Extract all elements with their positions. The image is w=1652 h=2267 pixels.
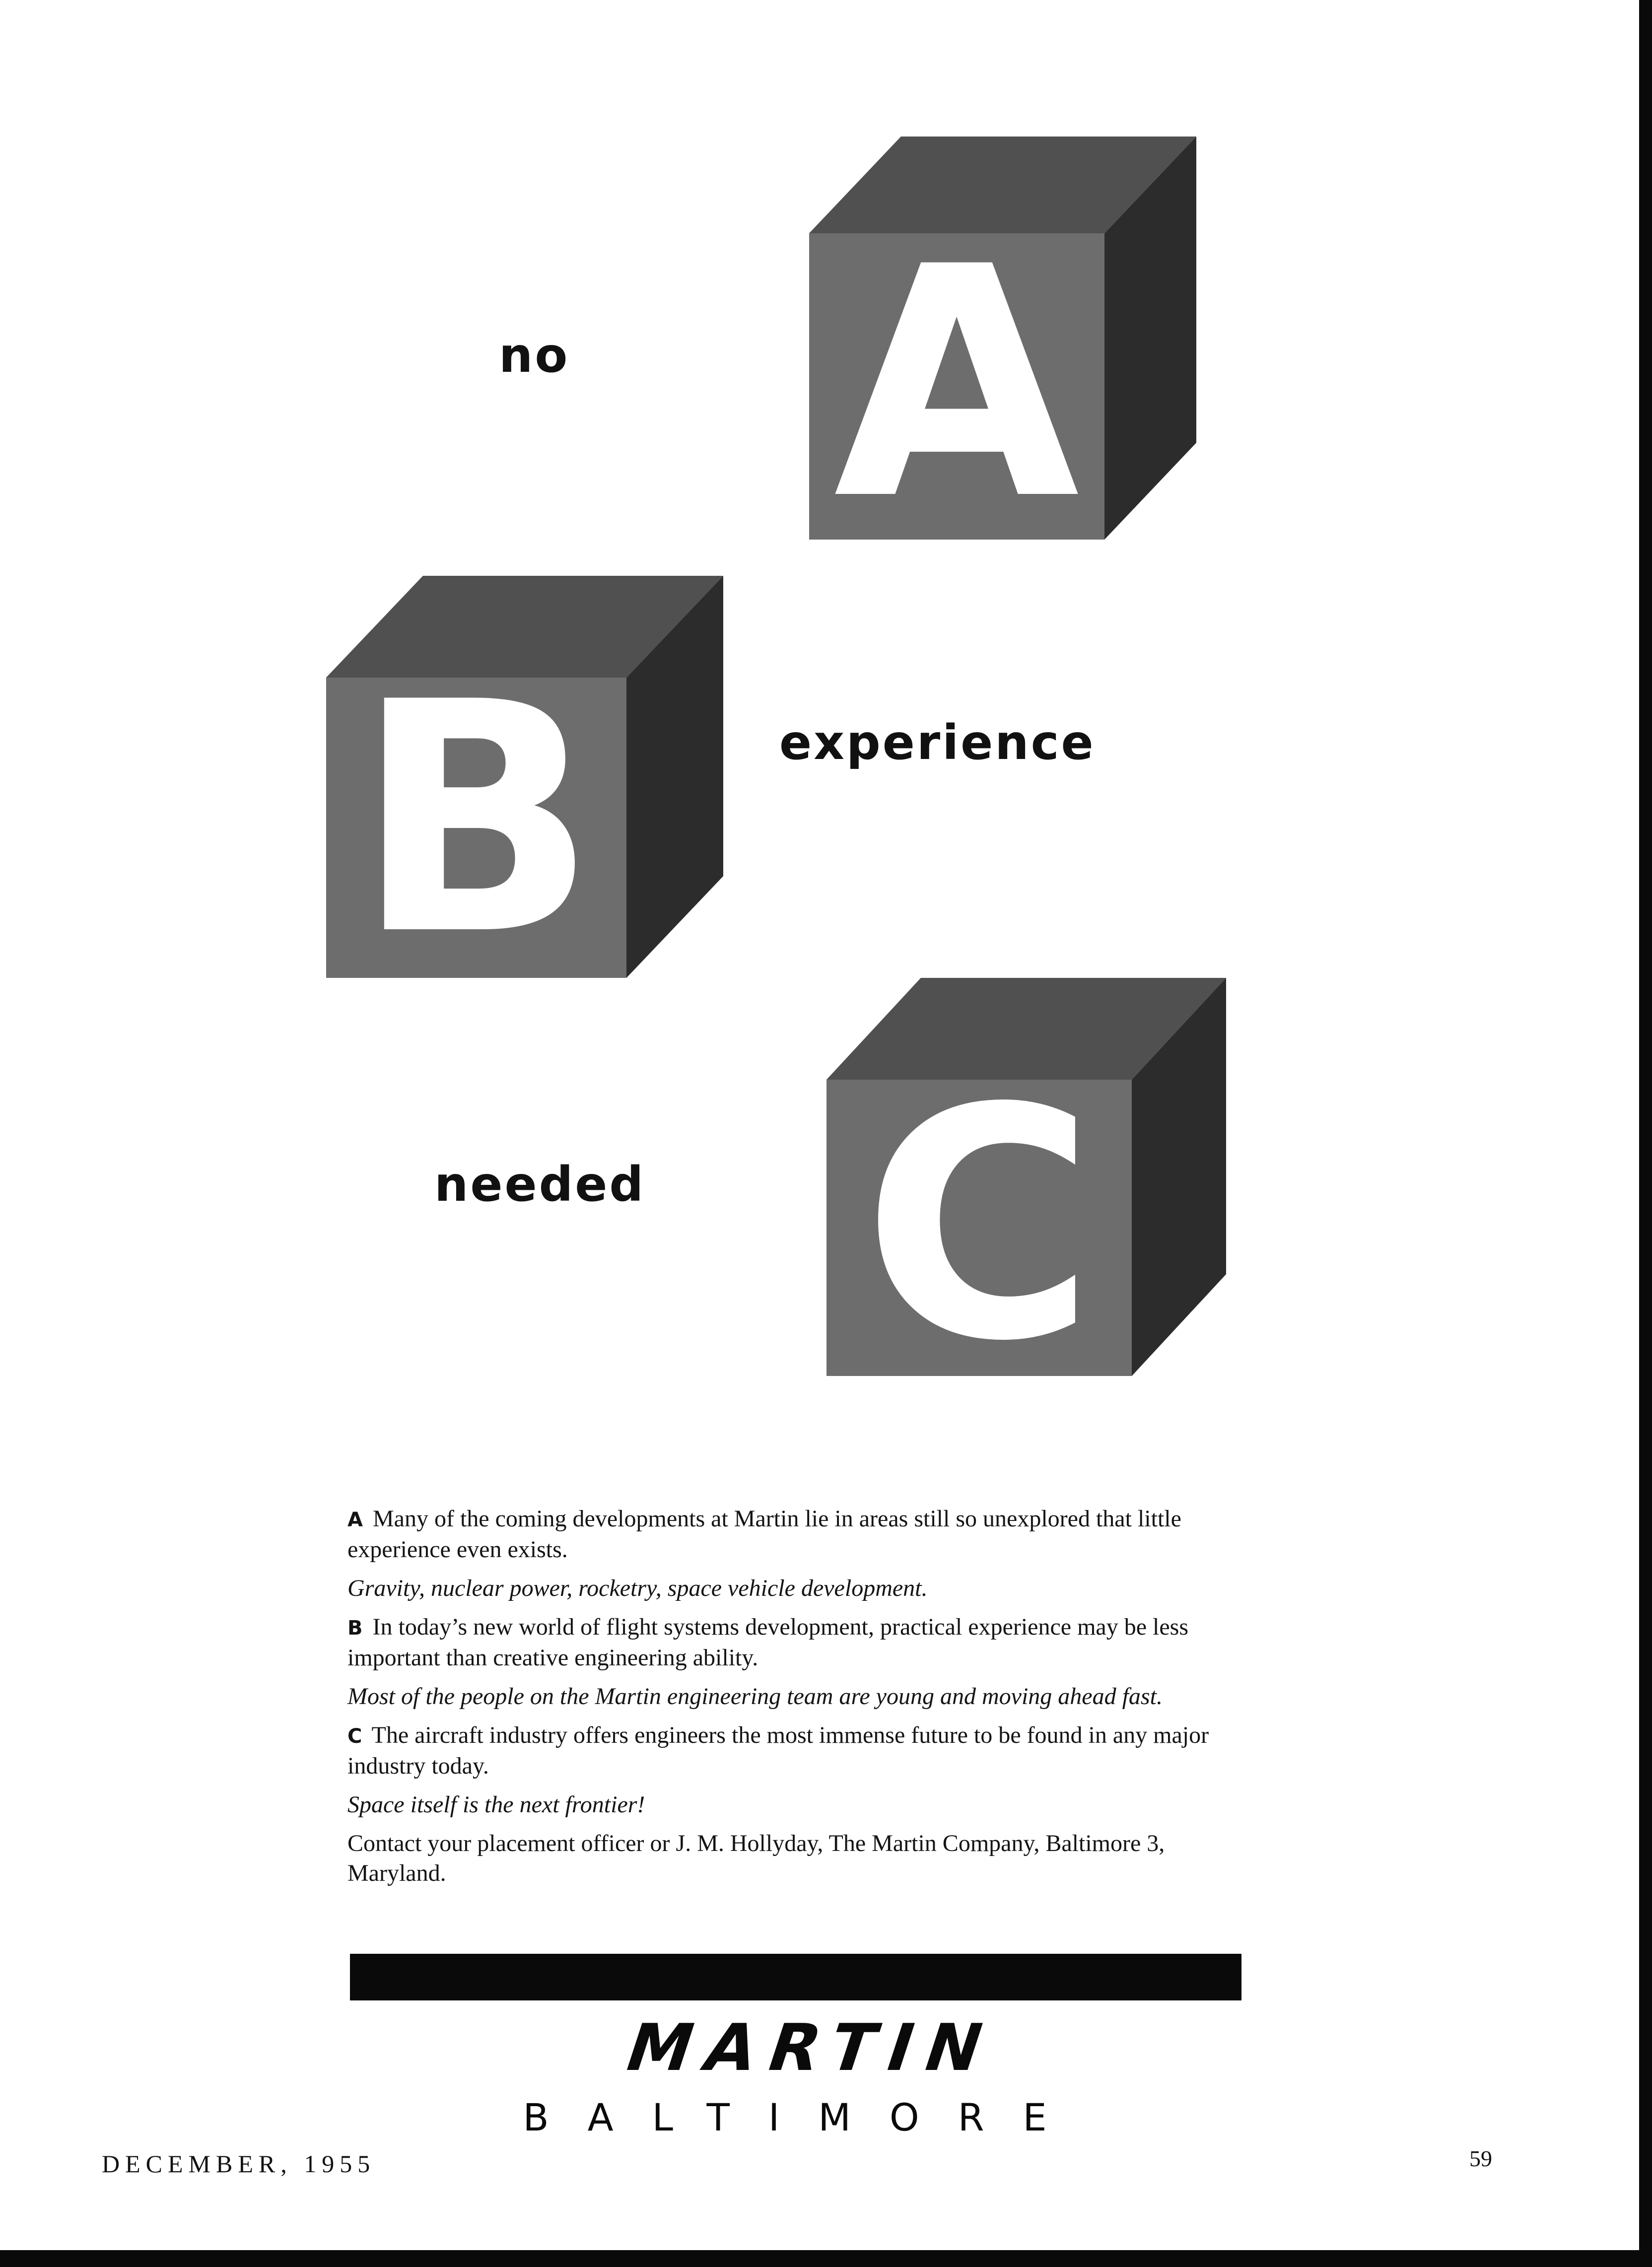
headline-no: no: [499, 328, 570, 383]
paragraph-b-label: B: [347, 1617, 363, 1640]
paragraph-a-text: Many of the coming developments at Martin lie in areas still so unexplored that little experience even exists.: [347, 1506, 1181, 1563]
paragraph-b-italic: Most of the people on the Martin engineering team are young and moving ahead fast.: [347, 1683, 1163, 1710]
paragraph-c-label: C: [347, 1725, 362, 1748]
block-b-letter: B: [355, 634, 597, 983]
letter-block-a: [809, 137, 1206, 544]
contact-line: Contact your placement officer or J. M. Hollyday, The Martin Company, Baltimore 3, Maryland.: [347, 1830, 1165, 1886]
issue-date: DECEMBER, 1955: [102, 2150, 376, 2178]
paragraph-a: [347, 1504, 1241, 1565]
page-number: 59: [1469, 2146, 1492, 2171]
letter-block-b-graphic: [326, 576, 723, 983]
paragraph-a-label: A: [347, 1509, 363, 1531]
paragraph-a-italic: Gravity, nuclear power, rocketry, space vehicle development.: [347, 1575, 928, 1601]
letter-block-c: [826, 978, 1234, 1385]
paragraph-c-italic: Space itself is the next frontier!: [347, 1791, 645, 1818]
scan-edge-right: [1639, 0, 1652, 2267]
logo-name: MARTIN: [616, 2015, 1007, 2086]
letter-block-a-graphic: [809, 137, 1206, 544]
letter-block-b: [326, 576, 723, 983]
block-c-letter: C: [862, 1040, 1096, 1385]
headline-experience: experience: [779, 715, 1096, 770]
paragraph-b: [347, 1612, 1241, 1673]
block-a-letter: A: [833, 199, 1080, 544]
letter-block-c-graphic: [826, 978, 1234, 1385]
paragraph-c: [347, 1720, 1241, 1781]
scan-edge-bottom: [0, 2250, 1652, 2267]
logo-city: BALTIMORE: [523, 2095, 1086, 2139]
martin-logo: [486, 2015, 1132, 2144]
body-copy: [347, 1504, 1241, 1897]
headline-needed: needed: [434, 1157, 646, 1212]
martin-logo-mark: [486, 2015, 1132, 2144]
paragraph-c-text: The aircraft industry offers engineers the most immense future to be found in any major industry today.: [347, 1722, 1209, 1779]
divider-bar: [350, 1954, 1241, 2000]
paragraph-b-text: In today’s new world of flight systems development, practical experience may be less important than creative engineering ability.: [347, 1614, 1189, 1671]
